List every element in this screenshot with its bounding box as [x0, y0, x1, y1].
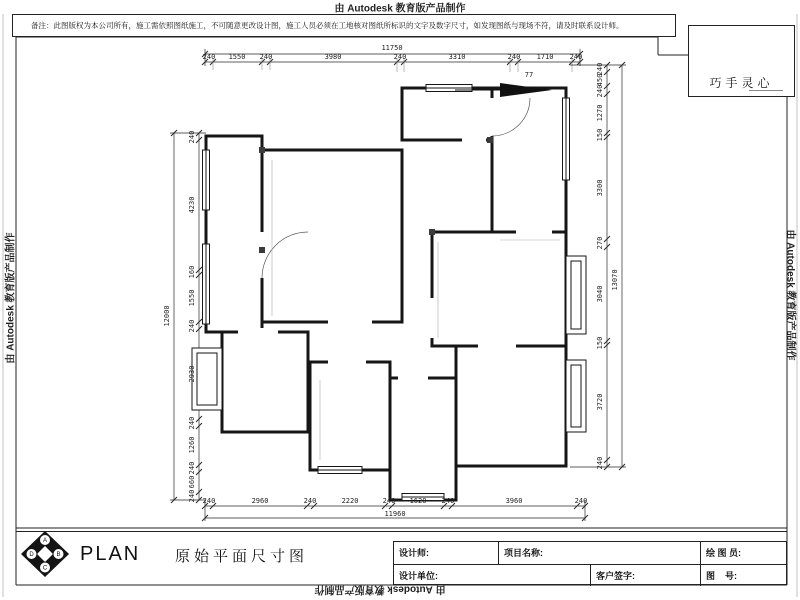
dim-label: 240 [393, 53, 407, 61]
compass-b: B [56, 552, 61, 558]
dim-label: 240 [596, 84, 604, 98]
dim-label: 240 [188, 130, 196, 144]
stamp-left: 由 Autodesk 教育版产品制作 [5, 232, 17, 364]
dim-label: 150 [596, 336, 604, 350]
interior-dim-hints [272, 160, 560, 460]
dim-label: 1620 [409, 497, 427, 505]
dim-label: 1550 [228, 53, 246, 61]
dim-label: 240 [188, 461, 196, 475]
dim-label: 240 [507, 53, 521, 61]
dim-label: 270 [596, 236, 604, 250]
dim-label: 2930 [188, 365, 196, 383]
dim-label: 240 [596, 62, 604, 76]
dim-label: 240 [259, 53, 273, 61]
dim-label: 240 [303, 497, 317, 505]
dim-label: 3310 [448, 53, 466, 61]
dim-label: 240 [596, 456, 604, 470]
dim-left-total: 12000 [163, 305, 171, 327]
dim-label: 2220 [341, 497, 359, 505]
title-table [393, 541, 787, 585]
dim-label: 1710 [536, 53, 554, 61]
dim-label: 3040 [596, 285, 604, 303]
field-drafter: 绘 图 员: [706, 548, 741, 558]
field-designer: 设计师: [394, 542, 499, 564]
entry-label: 77 [524, 71, 534, 79]
dim-label: 1260 [188, 436, 196, 454]
dim-label: 3300 [596, 179, 604, 197]
stamp-top: 由 Autodesk 教育版产品制作 [334, 3, 466, 15]
compass-a: A [42, 538, 48, 544]
dim-right-total: 13070 [611, 269, 619, 291]
dim-label: 150 [596, 128, 604, 142]
dim-label: 2960 [251, 497, 269, 505]
dim-label: 240 [202, 53, 216, 61]
logo-box [688, 25, 795, 97]
dimension-lines [170, 49, 626, 521]
field-design-unit: 设计单位: [394, 564, 591, 586]
stamp-right: 由 Autodesk 教育版产品制作 [784, 229, 796, 361]
dim-label: 240 [382, 497, 396, 505]
compass-c: C [42, 565, 48, 572]
dim-bottom-total: 11960 [384, 510, 406, 518]
field-client-sign: 客户签字: [591, 564, 701, 586]
dim-label: 240 [441, 497, 455, 505]
dim-label: 1270 [596, 104, 604, 122]
dim-label: 3720 [596, 393, 604, 411]
column-markers [259, 137, 493, 253]
compass-icon [21, 531, 69, 577]
dim-label: 660 [188, 475, 196, 489]
note-text: 备注：此图版权为本公司所有，施工需依照图纸施工，不可随意更改设计图，施工人员必须在工地核对图纸所标识的文字及数字尺寸，如发现图纸与现场不符，请及时联系设计师。 [31, 21, 624, 30]
dim-label: 160 [188, 265, 196, 279]
dim-label: 240 [188, 489, 196, 503]
dim-label: 240 [188, 319, 196, 333]
dim-label: 450 [596, 73, 604, 87]
compass-d: D [29, 552, 34, 558]
dim-label: 240 [569, 53, 583, 61]
logo-name: 巧手灵心 [709, 76, 774, 90]
dim-label: 240 [202, 497, 216, 505]
dim-label: 3960 [505, 497, 523, 505]
note-box [12, 14, 676, 37]
dim-label: 240 [188, 416, 196, 430]
stamp-bottom: 由 Autodesk 教育版产品制作 [314, 583, 446, 595]
dim-label: 1550 [188, 289, 196, 307]
dim-label: 4230 [188, 196, 196, 214]
logo-subtext-line [749, 90, 783, 91]
field-drawing-no: 图 号: [701, 564, 786, 586]
field-project: 项目名称: [499, 542, 701, 564]
dim-label: 3980 [324, 53, 342, 61]
dim-label: 240 [574, 497, 588, 505]
plan-label: PLAN [80, 543, 141, 565]
dim-top-total: 11750 [381, 44, 403, 52]
drawing-title: 原始平面尺寸图 [175, 548, 309, 565]
